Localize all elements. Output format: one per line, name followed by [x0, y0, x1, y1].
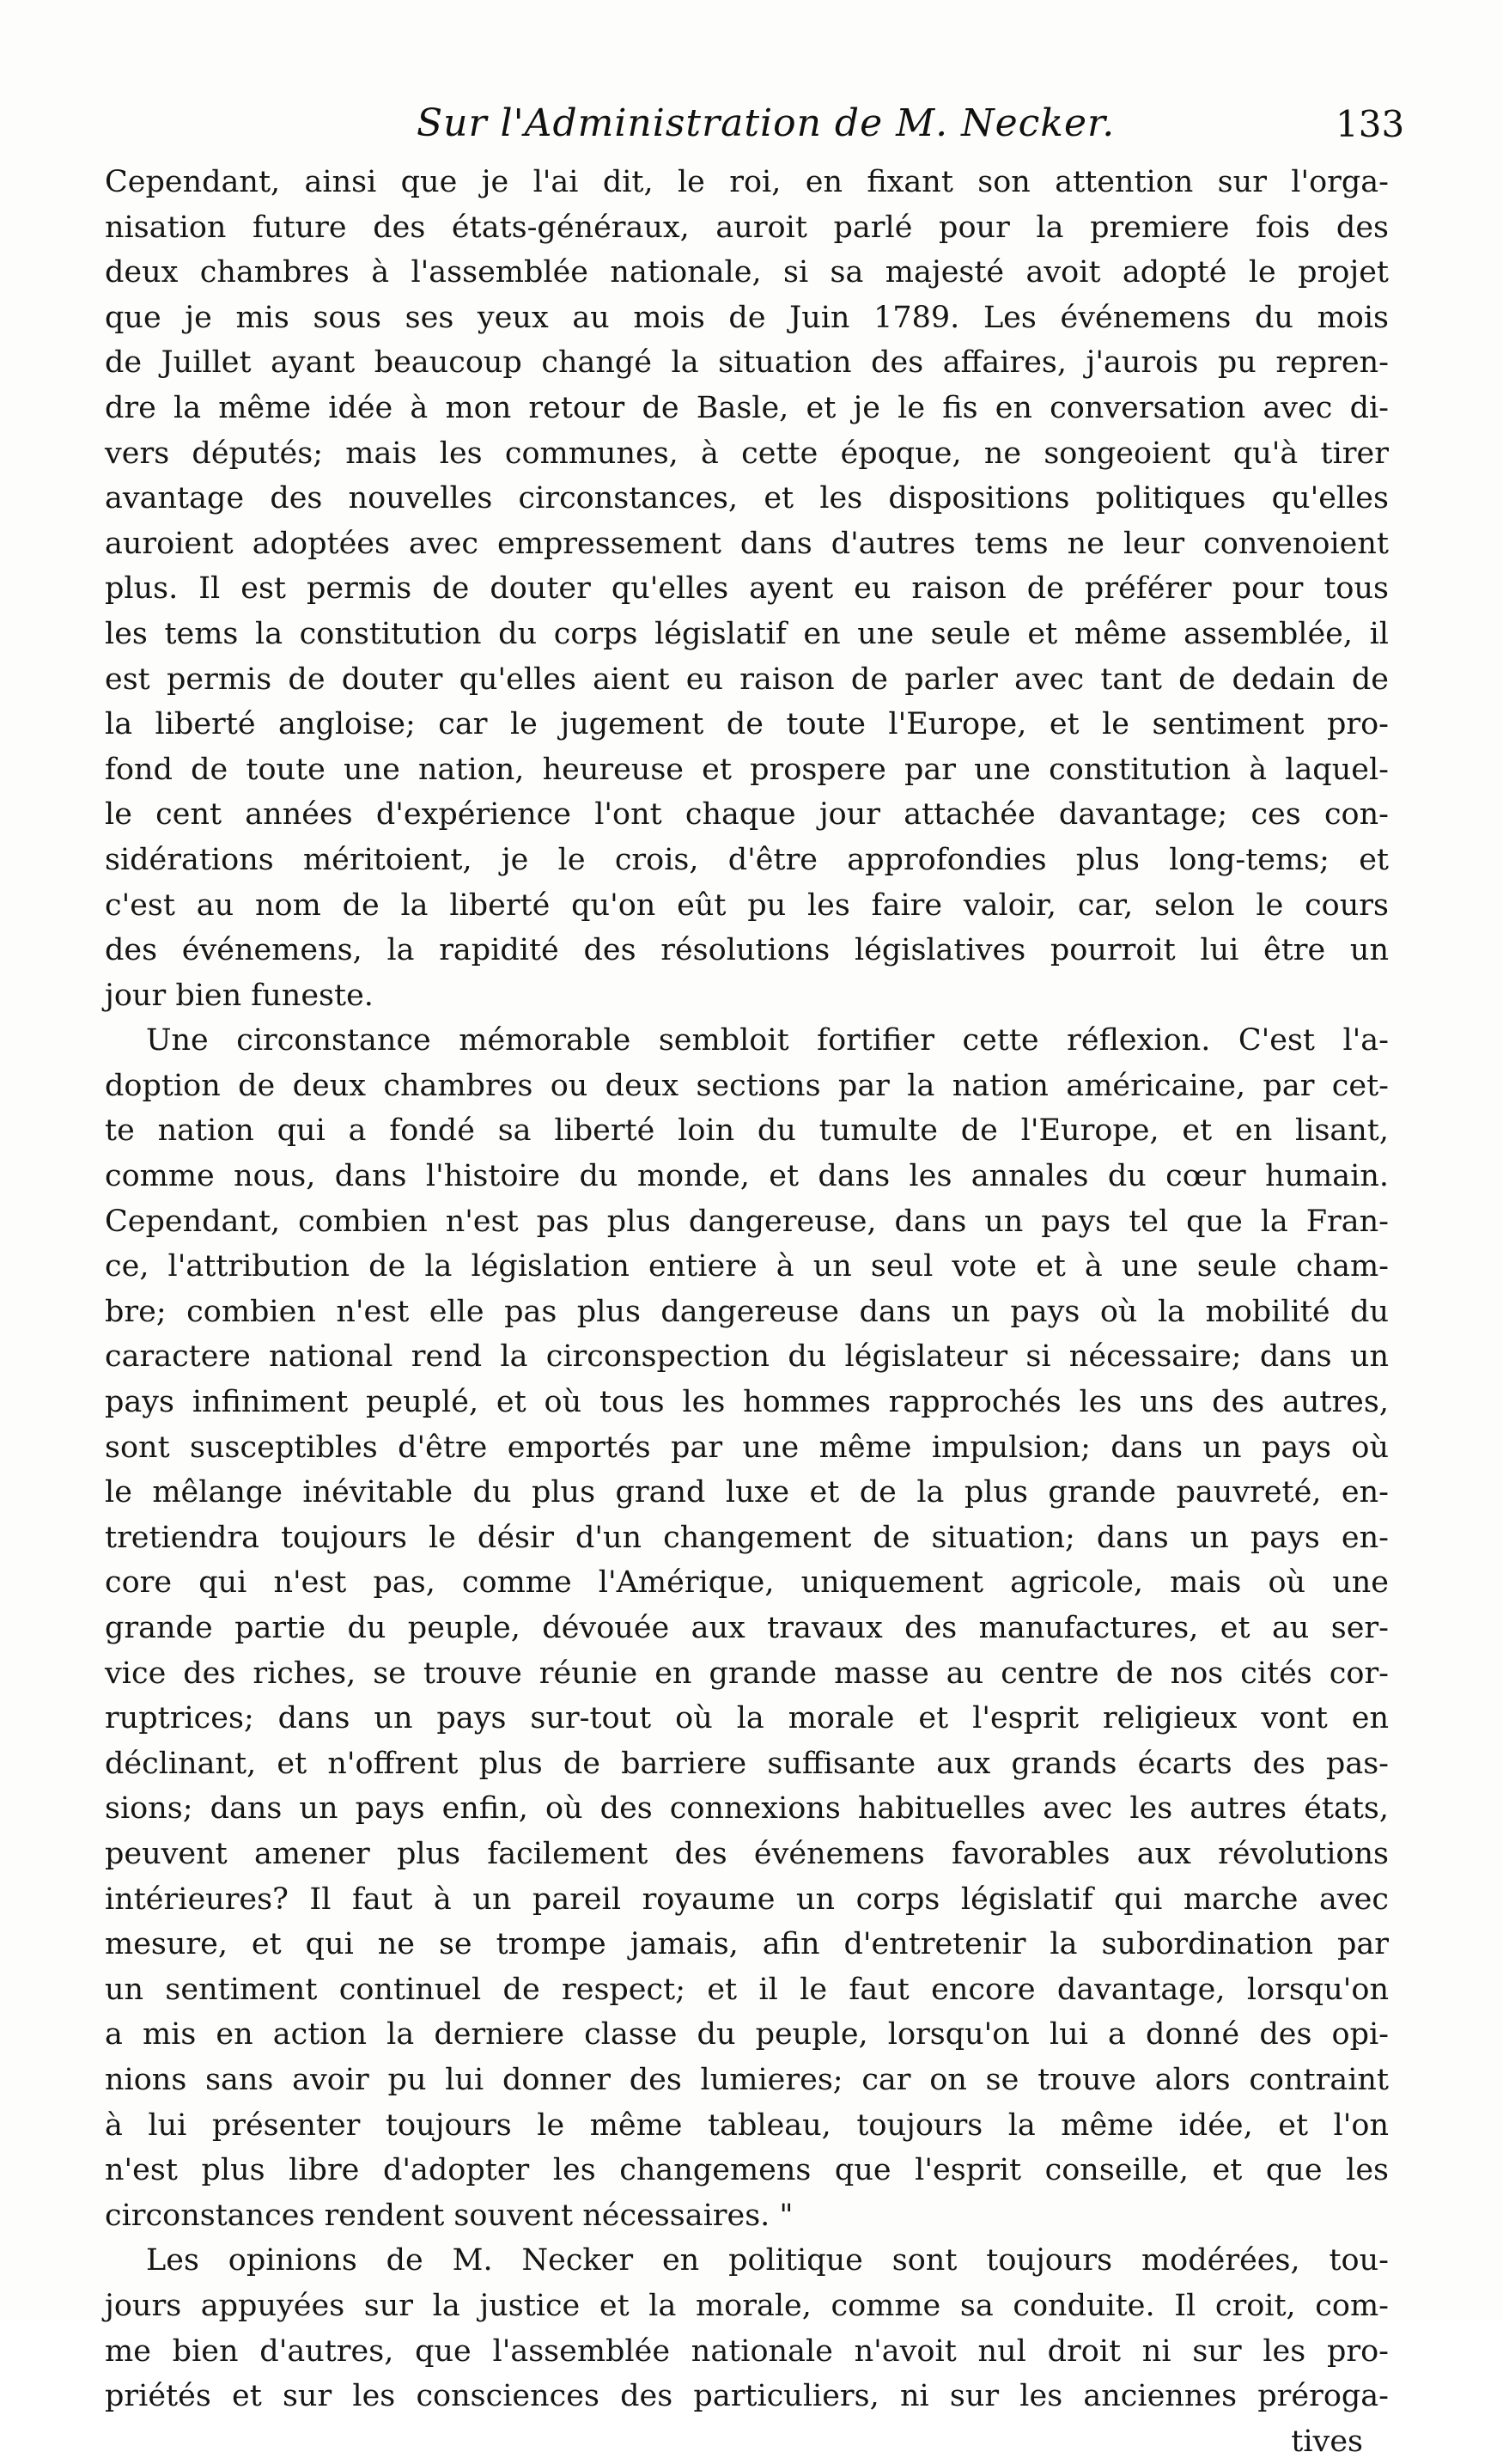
- text-line: nisation future des états-généraux, auroit parlé pour la premiere fois des: [105, 210, 1389, 245]
- text-line: Cependant, combien n'est pas plus dangereuse, dans un pays tel que la Fran-: [105, 1204, 1389, 1239]
- text-line: Cependant, ainsi que je l'ai dit, le roi, en fixant son attention sur l'orga-: [105, 165, 1389, 199]
- text-line: jour bien funeste.: [105, 978, 374, 1013]
- text-line: dre la même idée à mon retour de Basle, et je le fis en conversation avec di-: [105, 390, 1389, 425]
- page-header: [103, 101, 1405, 153]
- text-line: doption de deux chambres ou deux sections par la nation américaine, par cet-: [105, 1068, 1389, 1103]
- text-line: deux chambres à l'assemblée nationale, si sa majesté avoit adopté le projet: [105, 255, 1389, 290]
- text-line: intérieures? Il faut à un pareil royaume un corps législatif qui marche avec: [105, 1882, 1389, 1917]
- text-line: vice des riches, se trouve réunie en grande masse au centre de nos cités cor-: [105, 1656, 1389, 1691]
- text-line: fond de toute une nation, heureuse et prospere par une constitution à laquel-: [105, 752, 1389, 787]
- text-line: auroient adoptées avec empressement dans d'autres tems ne leur convenoient: [105, 526, 1389, 561]
- text-line: c'est au nom de la liberté qu'on eût pu les faire valoir, car, selon le cours: [105, 887, 1389, 923]
- text-line: à lui présenter toujours le même tableau, toujours la même idée, et l'on: [105, 2107, 1389, 2143]
- text-line: jours appuyées sur la justice et la morale, comme sa conduite. Il croit, com-: [105, 2288, 1389, 2323]
- text-line: caractere national rend la circonspection du législateur si nécessaire; dans un: [105, 1339, 1389, 1375]
- running-title: Sur l'Administration de M. Necker.: [417, 101, 1116, 145]
- page-number: 133: [1336, 103, 1405, 145]
- text-line: circonstances rendent souvent nécessaires. ": [105, 2198, 794, 2233]
- text-line: mesure, et qui ne se trompe jamais, afin d'entretenir la subordination par: [105, 1927, 1389, 1962]
- text-line: le mêlange inévitable du plus grand luxe et de la plus grande pauvreté, en-: [105, 1475, 1389, 1510]
- text-line: ruptrices; dans un pays sur-tout où la morale et l'esprit religieux vont en: [105, 1701, 1389, 1736]
- text-line: Une circonstance mémorable sembloit fortifier cette réflexion. C'est l'a-: [146, 1023, 1389, 1058]
- text-line: n'est plus libre d'adopter les changemens que l'esprit conseille, et que les: [105, 2153, 1389, 2188]
- text-line: me bien d'autres, que l'assemblée nationale n'avoit nul droit ni sur les pro-: [105, 2333, 1389, 2369]
- text-line: que je mis sous ses yeux au mois de Juin 1789. Les événemens du mois: [105, 300, 1389, 335]
- text-line: ce, l'attribution de la législation entiere à un seul vote et à une seule cham-: [105, 1249, 1389, 1284]
- text-line: pays infiniment peuplé, et où tous les hommes rapprochés les uns des autres,: [105, 1385, 1389, 1420]
- text-line: grande partie du peuple, dévouée aux travaux des manufactures, et au ser-: [105, 1611, 1389, 1645]
- text-line: vers députés; mais les communes, à cette époque, ne songeoient qu'à tirer: [105, 436, 1389, 471]
- text-line: sions; dans un pays enfin, où des connexions habituelles avec les autres états,: [105, 1791, 1389, 1827]
- text-line: un sentiment continuel de respect; et il le faut encore davantage, lorsqu'on: [105, 1972, 1389, 2007]
- text-line: déclinant, et n'offrent plus de barriere suffisante aux grands écarts des pas-: [105, 1746, 1389, 1781]
- text-line: de Juillet ayant beaucoup changé la situation des affaires, j'aurois pu repren-: [105, 345, 1389, 381]
- text-line: a mis en action la derniere classe du peuple, lorsqu'on lui a donné des opi-: [105, 2017, 1389, 2052]
- text-line: les tems la constitution du corps législatif en une seule et même assemblée, il: [105, 616, 1389, 651]
- text-line: priétés et sur les consciences des particuliers, ni sur les anciennes préroga-: [105, 2379, 1389, 2414]
- body-text: [105, 160, 1389, 2464]
- catchword: tives: [1291, 2424, 1363, 2459]
- text-line: bre; combien n'est elle pas plus dangereuse dans un pays où la mobilité du: [105, 1294, 1389, 1329]
- text-line: avantage des nouvelles circonstances, et les dispositions politiques qu'elles: [105, 481, 1389, 516]
- text-line: des événemens, la rapidité des résolutions législatives pourroit lui être un: [105, 933, 1389, 968]
- text-line: sidérations méritoient, je le crois, d'être approfondies plus long-tems; et: [105, 842, 1389, 877]
- text-line: est permis de douter qu'elles aient eu raison de parler avec tant de dedain de: [105, 662, 1389, 697]
- text-line: peuvent amener plus facilement des événemens favorables aux révolutions: [105, 1836, 1389, 1871]
- text-line: core qui n'est pas, comme l'Amérique, uniquement agricole, mais où une: [105, 1565, 1389, 1601]
- text-line: Les opinions de M. Necker en politique sont toujours modérées, tou-: [146, 2243, 1389, 2278]
- text-line: tretiendra toujours le désir d'un changement de situation; dans un pays en-: [105, 1520, 1389, 1555]
- text-line: le cent années d'expérience l'ont chaque jour attachée davantage; ces con-: [105, 797, 1389, 833]
- text-line: la liberté angloise; car le jugement de toute l'Europe, et le sentiment pro-: [105, 707, 1389, 742]
- text-line: comme nous, dans l'histoire du monde, et dans les annales du cœur humain.: [105, 1159, 1389, 1194]
- text-line: sont susceptibles d'être emportés par une même impulsion; dans un pays où: [105, 1430, 1389, 1465]
- text-line: plus. Il est permis de douter qu'elles ayent eu raison de préférer pour tous: [105, 571, 1389, 607]
- text-line: nions sans avoir pu lui donner des lumieres; car on se trouve alors contraint: [105, 2062, 1389, 2097]
- text-line: te nation qui a fondé sa liberté loin du tumulte de l'Europe, et en lisant,: [105, 1113, 1389, 1149]
